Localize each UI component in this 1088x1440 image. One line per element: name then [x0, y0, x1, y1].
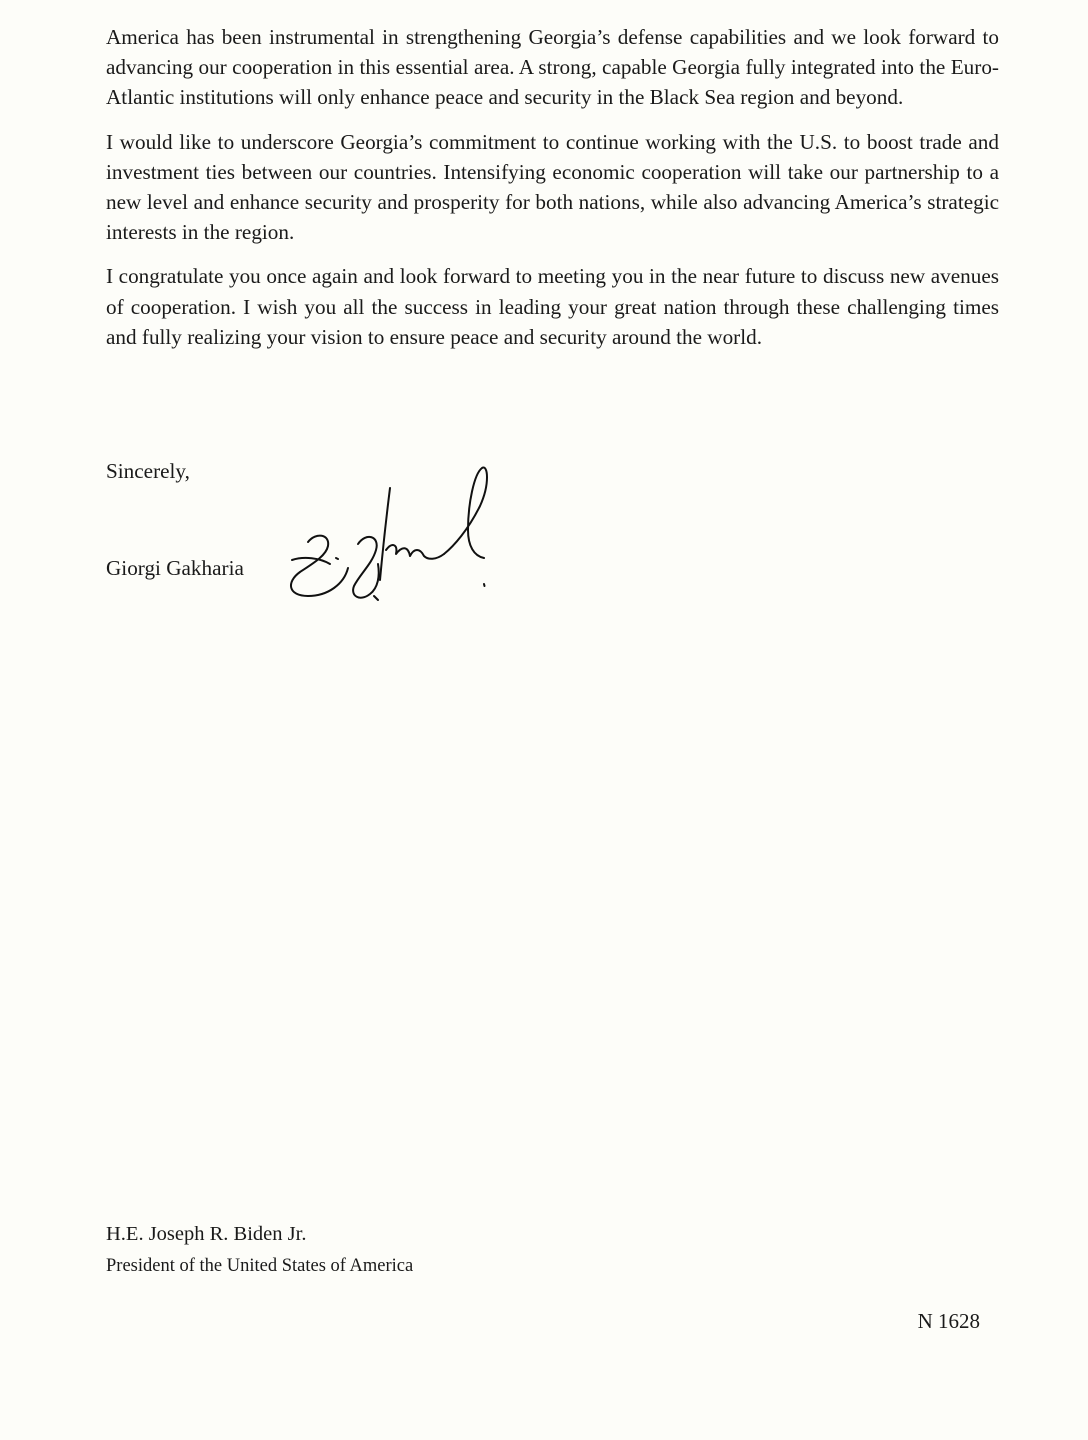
paragraph-congratulations: I congratulate you once again and look forward to meeting you in the near future to discuss new avenues of cooperation. I wish you all the success in leading your great nation through these challenging times and fully realizing your vision to ensure peace and security around the world. [106, 264, 999, 349]
reference-number: N 1628 [917, 1309, 980, 1333]
paragraph-defense: America has been instrumental in strengthening Georgia’s defense capabilities and we look forward to advancing our cooperation in this essential area. A strong, capable Georgia fully integrated into the Euro-Atlantic institutions will only enhance peace and security in the Black Sea region and beyond. [106, 25, 999, 110]
recipient-name: H.E. Joseph R. Biden Jr. [106, 1223, 307, 1245]
paragraph-trade: I would like to underscore Georgia’s commitment to continue working with the U.S. to boost trade and investment ties between our countries. Intensifying economic cooperation will take our partnership to a new level and enhance security and prosperity for both nations, while also advancing America’s strategic interests in the region. [106, 129, 999, 245]
signature-icon [278, 460, 508, 610]
letter-body [106, 22, 999, 366]
closing-salutation: Sincerely, [106, 459, 190, 483]
recipient-title: President of the United States of America [106, 1256, 414, 1276]
recipient-block [106, 1220, 413, 1280]
signer-name: Giorgi Gakharia [106, 556, 244, 580]
